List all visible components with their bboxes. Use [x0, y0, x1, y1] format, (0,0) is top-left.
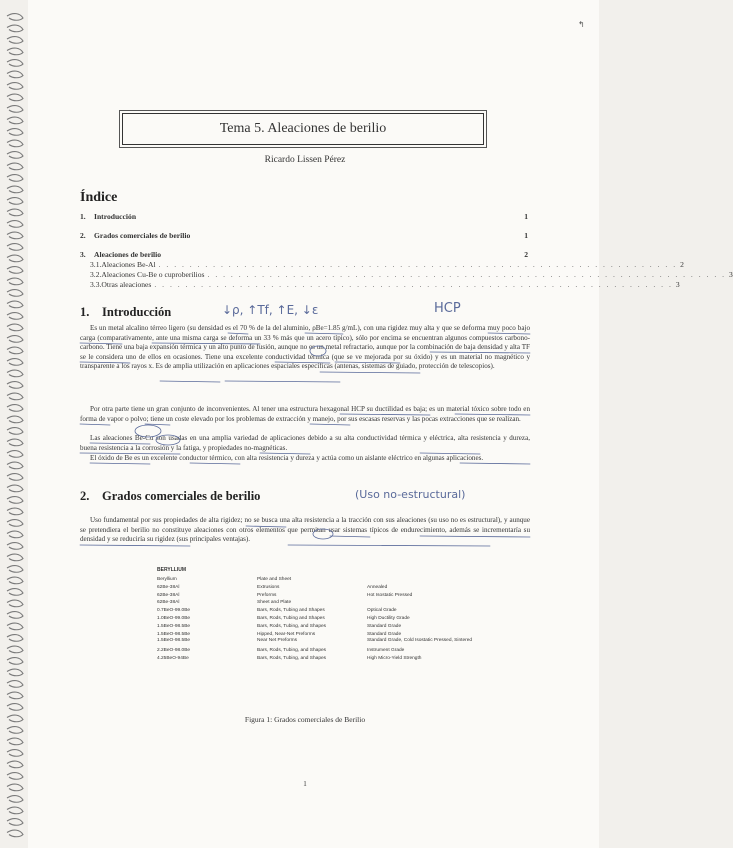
table-row — [157, 638, 477, 644]
table-row — [157, 592, 477, 600]
table-row — [157, 607, 477, 615]
table-cell: Hot Isostatic Pressed — [367, 592, 413, 598]
table-row — [157, 647, 477, 655]
handwritten-note: HCP — [434, 301, 461, 316]
spiral-coil — [7, 290, 23, 297]
table-cell: Bars, Rods, Tubing and Shapes — [257, 615, 325, 621]
spiral-coil — [7, 416, 23, 423]
table-cell: Beryllium — [157, 577, 177, 582]
toc-entry-label: Aleaciones de berilio — [94, 250, 162, 259]
toc-entry[interactable] — [80, 212, 528, 221]
table-cell: 4.25BeO-94Be — [157, 655, 189, 661]
table-cell — [367, 599, 477, 607]
table-row — [157, 584, 477, 592]
paragraph: Uso fundamental por sus propiedades de alta rigidez; no se busca una alta resistencia a la tracción con sus aleaciones (su uso no es estructural), y aunque se pretendiera el berilio no constituye aleaciones con otros elementos que permitan usar sistemas típicos de endurecimiento, además se incrementaría su densidad y se reduciría su rigidez (sus principales ventajas). — [80, 516, 530, 544]
paragraph: Es un metal alcalino térreo ligero (su densidad es el 70 % de la del aluminio, ρBe=1.85 g/mL), con una rigidez muy alta y que se deforma muy poco bajo carga (comparativamente, ante una misma carga se deforma un 33 % más que un acero típico), sólo por encima se encuentran algunos compuestos carbono-carbono. Tiene una baja expansión térmica y un alto punto de fusión, aunque no es un metal refractario, aunque por la combinación de baja densidad y alta TF se le considera uno de ellos en ocasiones. Tiene una excelente conductividad térmica (que se ve mejorada por su óxido) y es un material no magnético y transparente a los rayos x. Es de amplia utilización en aplicaciones espaciales específicas (antenas, sistemas de guiado, protección de telescopios). — [80, 324, 530, 371]
table-cell: Bars, Rods, Tubing and Shapes — [257, 608, 325, 614]
table-row — [157, 576, 477, 584]
spiral-coil — [7, 48, 23, 55]
corner-mark: ↰ — [578, 20, 585, 29]
spiral-coil — [7, 497, 23, 504]
spiral-coil — [7, 267, 23, 274]
spiral-coil — [7, 531, 23, 538]
toc-entry[interactable] — [80, 250, 528, 259]
spiral-coil — [7, 221, 23, 228]
figure-header: BERYLLIUM — [157, 567, 186, 573]
spiral-coil — [7, 359, 23, 366]
spiral-coil — [7, 347, 23, 354]
spiral-coil — [7, 773, 23, 780]
spiral-coil — [7, 520, 23, 527]
section-heading — [80, 305, 171, 320]
spiral-coil — [7, 761, 23, 768]
section-title: Grados comerciales de berilio — [102, 489, 261, 503]
page-number: 1 — [303, 780, 307, 788]
spiral-coil — [7, 106, 23, 113]
toc-entry-number: 3.1. — [90, 260, 102, 269]
figure-table — [157, 567, 477, 662]
table-cell: 62Be-38Al — [157, 592, 180, 598]
spiral-coil — [7, 198, 23, 205]
spiral-coil — [7, 830, 23, 837]
spiral-coil — [7, 600, 23, 607]
paragraph: El óxido de Be es un excelente conductor térmico, con alta resistencia y dureza y actúa como un aislante eléctrico en algunas aplicaciones. — [90, 454, 484, 462]
spiral-coil — [7, 589, 23, 596]
toc-entry-page: 2 — [524, 250, 528, 259]
spiral-coil — [7, 255, 23, 262]
toc-entry-label: Grados comerciales de berilio — [94, 231, 191, 240]
toc-entry[interactable] — [80, 231, 528, 240]
spiral-coil — [7, 278, 23, 285]
spiral-coil — [7, 232, 23, 239]
spiral-coil — [7, 738, 23, 745]
toc-entry-page: 3 — [729, 270, 733, 279]
title-box — [122, 113, 484, 145]
spiral-binding — [4, 10, 26, 840]
table-cell: 1.0BeO-99.0Be — [157, 615, 191, 621]
spiral-coil — [7, 393, 23, 400]
spiral-coil — [7, 669, 23, 676]
spiral-coil — [7, 658, 23, 665]
spiral-coil — [7, 25, 23, 32]
table-cell: Instrument Grade — [367, 647, 405, 653]
table-cell: Standard Grade — [367, 623, 402, 629]
paragraph: Las aleaciones Be-Cu son usadas en una amplia variedad de aplicaciones debido a su alta conductividad térmica y eléctrica, alta resistencia y dureza, buena resistencia a la corrosión y la fatiga, y propiedades no-magnéticas. — [80, 434, 530, 452]
toc-entry-number: 2. — [80, 231, 86, 240]
table-cell: 1.5BeO-98.5Be — [157, 638, 191, 644]
toc-entry-label: Aleaciones Cu-Be o cuproberilios — [101, 270, 205, 279]
spiral-coil — [7, 244, 23, 251]
table-cell — [367, 576, 477, 584]
toc-entry-page: 1 — [524, 212, 528, 221]
spiral-coil — [7, 209, 23, 216]
spiral-coil — [7, 704, 23, 711]
spiral-coil — [7, 462, 23, 469]
table-cell: 2.2BeO-98.0Be — [157, 647, 191, 653]
table-cell: 62Be-38Al — [157, 600, 180, 606]
spiral-coil — [7, 324, 23, 331]
spiral-coil — [7, 796, 23, 803]
table-cell: Bars, Rods, Tubing, and Shapes — [257, 655, 327, 661]
table-cell: Optical Grade — [367, 608, 397, 614]
section-number: 1. — [80, 305, 90, 319]
spiral-coil — [7, 336, 23, 343]
table-cell: Standard Grade, Cold Isostatic Pressed, Sintered — [367, 638, 473, 644]
spiral-coil — [7, 646, 23, 653]
table-row — [157, 655, 477, 663]
toc-entry-page: 1 — [524, 231, 528, 240]
toc-entry-page: 2 — [680, 260, 684, 269]
table-cell: 1.5BeO-98.5Be — [157, 623, 191, 629]
table-cell: Annealed — [367, 584, 388, 590]
toc-leader: . . . . . . . . . . . . . . . . . . . . . . . . . . . . . . . . . . . . . . . . . . . . . . . . . . . . . . . . . . . . . . . . . . . — [207, 270, 727, 279]
section-heading — [80, 489, 260, 504]
spiral-coil — [7, 485, 23, 492]
handwritten-note: ↓ρ, ↑Tf, ↑E, ↓ε — [222, 303, 319, 317]
paragraph: Por otra parte tiene un gran conjunto de inconvenientes. Al tener una estructura hexagonal HCP su ductilidad es baja; es un material tóxico sobre todo en forma de vapor o polvo; tiene un coste elevado por los problemas de extracción y manejo, por sus escasas reservas y las pocas extracciones que se realizan. — [80, 405, 530, 423]
spiral-coil — [7, 313, 23, 320]
toc-entry-number: 3. — [80, 250, 86, 259]
spiral-coil — [7, 819, 23, 826]
spiral-coil — [7, 140, 23, 147]
toc-entry-label: Aleaciones Be-Al — [101, 260, 156, 269]
toc-entry-page: 3 — [675, 280, 680, 289]
spiral-coil — [7, 784, 23, 791]
spiral-coil — [7, 83, 23, 90]
section-title: Introducción — [102, 305, 172, 319]
spiral-coil — [7, 692, 23, 699]
spiral-coil — [7, 439, 23, 446]
spiral-coil — [7, 474, 23, 481]
table-cell: Bars, Rods, Tubing, and Shapes — [257, 623, 327, 629]
spiral-coil — [7, 94, 23, 101]
spiral-coil — [7, 428, 23, 435]
spiral-coil — [7, 405, 23, 412]
toc-entry-number: 3.3. — [90, 280, 102, 289]
spiral-coil — [7, 635, 23, 642]
table-cell: Standard Grade — [367, 631, 402, 637]
spiral-coil — [7, 370, 23, 377]
toc-entry-label: Otras aleaciones — [101, 280, 152, 289]
spiral-coil — [7, 163, 23, 170]
toc-entry-label: Introducción — [94, 212, 137, 221]
spiral-coil — [7, 612, 23, 619]
toc-leader: . . . . . . . . . . . . . . . . . . . . . . . . . . . . . . . . . . . . . . . . . . . . . . . . . . . . . . . . . . . . . . . . . . . — [154, 280, 673, 289]
table-cell: High Ductility Grade — [367, 615, 410, 621]
spiral-coil — [7, 37, 23, 44]
spiral-coil — [7, 715, 23, 722]
table-cell: Extrusions — [257, 584, 280, 590]
spiral-coil — [7, 301, 23, 308]
table-cell: Preforms — [257, 592, 277, 598]
table-cell: Sheet and Plate — [257, 600, 292, 606]
toc-heading: Índice — [80, 190, 118, 205]
spiral-coil — [7, 60, 23, 67]
spiral-coil — [7, 14, 23, 21]
toc-subentry[interactable] — [90, 280, 680, 289]
document-author: Ricardo Lissen Pérez — [264, 155, 346, 165]
spiral-coil — [7, 117, 23, 124]
spiral-coil — [7, 152, 23, 159]
spiral-coil — [7, 577, 23, 584]
spiral-coil — [7, 175, 23, 182]
table-cell: Plate and Sheet — [257, 577, 292, 582]
spiral-coil — [7, 129, 23, 136]
spiral-coil — [7, 543, 23, 550]
toc-leader: . . . . . . . . . . . . . . . . . . . . . . . . . . . . . . . . . . . . . . . . . . . . . . . . . . . . . . . . . . . . . . . . . . . — [158, 260, 678, 269]
section-number: 2. — [80, 489, 90, 503]
spiral-coil — [7, 451, 23, 458]
toc-entry-number: 1. — [80, 212, 86, 221]
spiral-coil — [7, 186, 23, 193]
table-cell: Hipped, Near-Net Preforms — [257, 631, 316, 637]
spiral-coil — [7, 508, 23, 515]
toc-entry-number: 3.2. — [90, 270, 102, 279]
spiral-coil — [7, 623, 23, 630]
spiral-coil — [7, 382, 23, 389]
table-row — [157, 615, 477, 623]
table-cell: 1.5BeO-98.5Be — [157, 631, 191, 637]
spiral-coil — [7, 750, 23, 757]
table-cell: High Micro-Yield Strength — [367, 655, 422, 661]
spiral-coil — [7, 807, 23, 814]
table-row — [157, 599, 477, 607]
spiral-coil — [7, 554, 23, 561]
figure-caption: Figura 1: Grados comerciales de Berilio — [244, 715, 366, 724]
spiral-coil — [7, 71, 23, 78]
spiral-coil — [7, 681, 23, 688]
table-cell: Near Net Preforms — [257, 638, 297, 644]
toc-subentry[interactable] — [90, 270, 733, 279]
table-cell: 62Be-38Al — [157, 584, 180, 590]
spiral-coil — [7, 566, 23, 573]
table-cell: 0.7BeO-99.0Be — [157, 608, 191, 614]
spiral-coil — [7, 727, 23, 734]
table-row — [157, 623, 477, 631]
table-cell: Bars, Rods, Tubing, and Shapes — [257, 647, 327, 653]
toc-subentry[interactable] — [90, 260, 684, 269]
handwritten-note: (Uso no-estructural) — [355, 488, 466, 501]
document-title: Tema 5. Aleaciones de berilio — [219, 121, 387, 136]
